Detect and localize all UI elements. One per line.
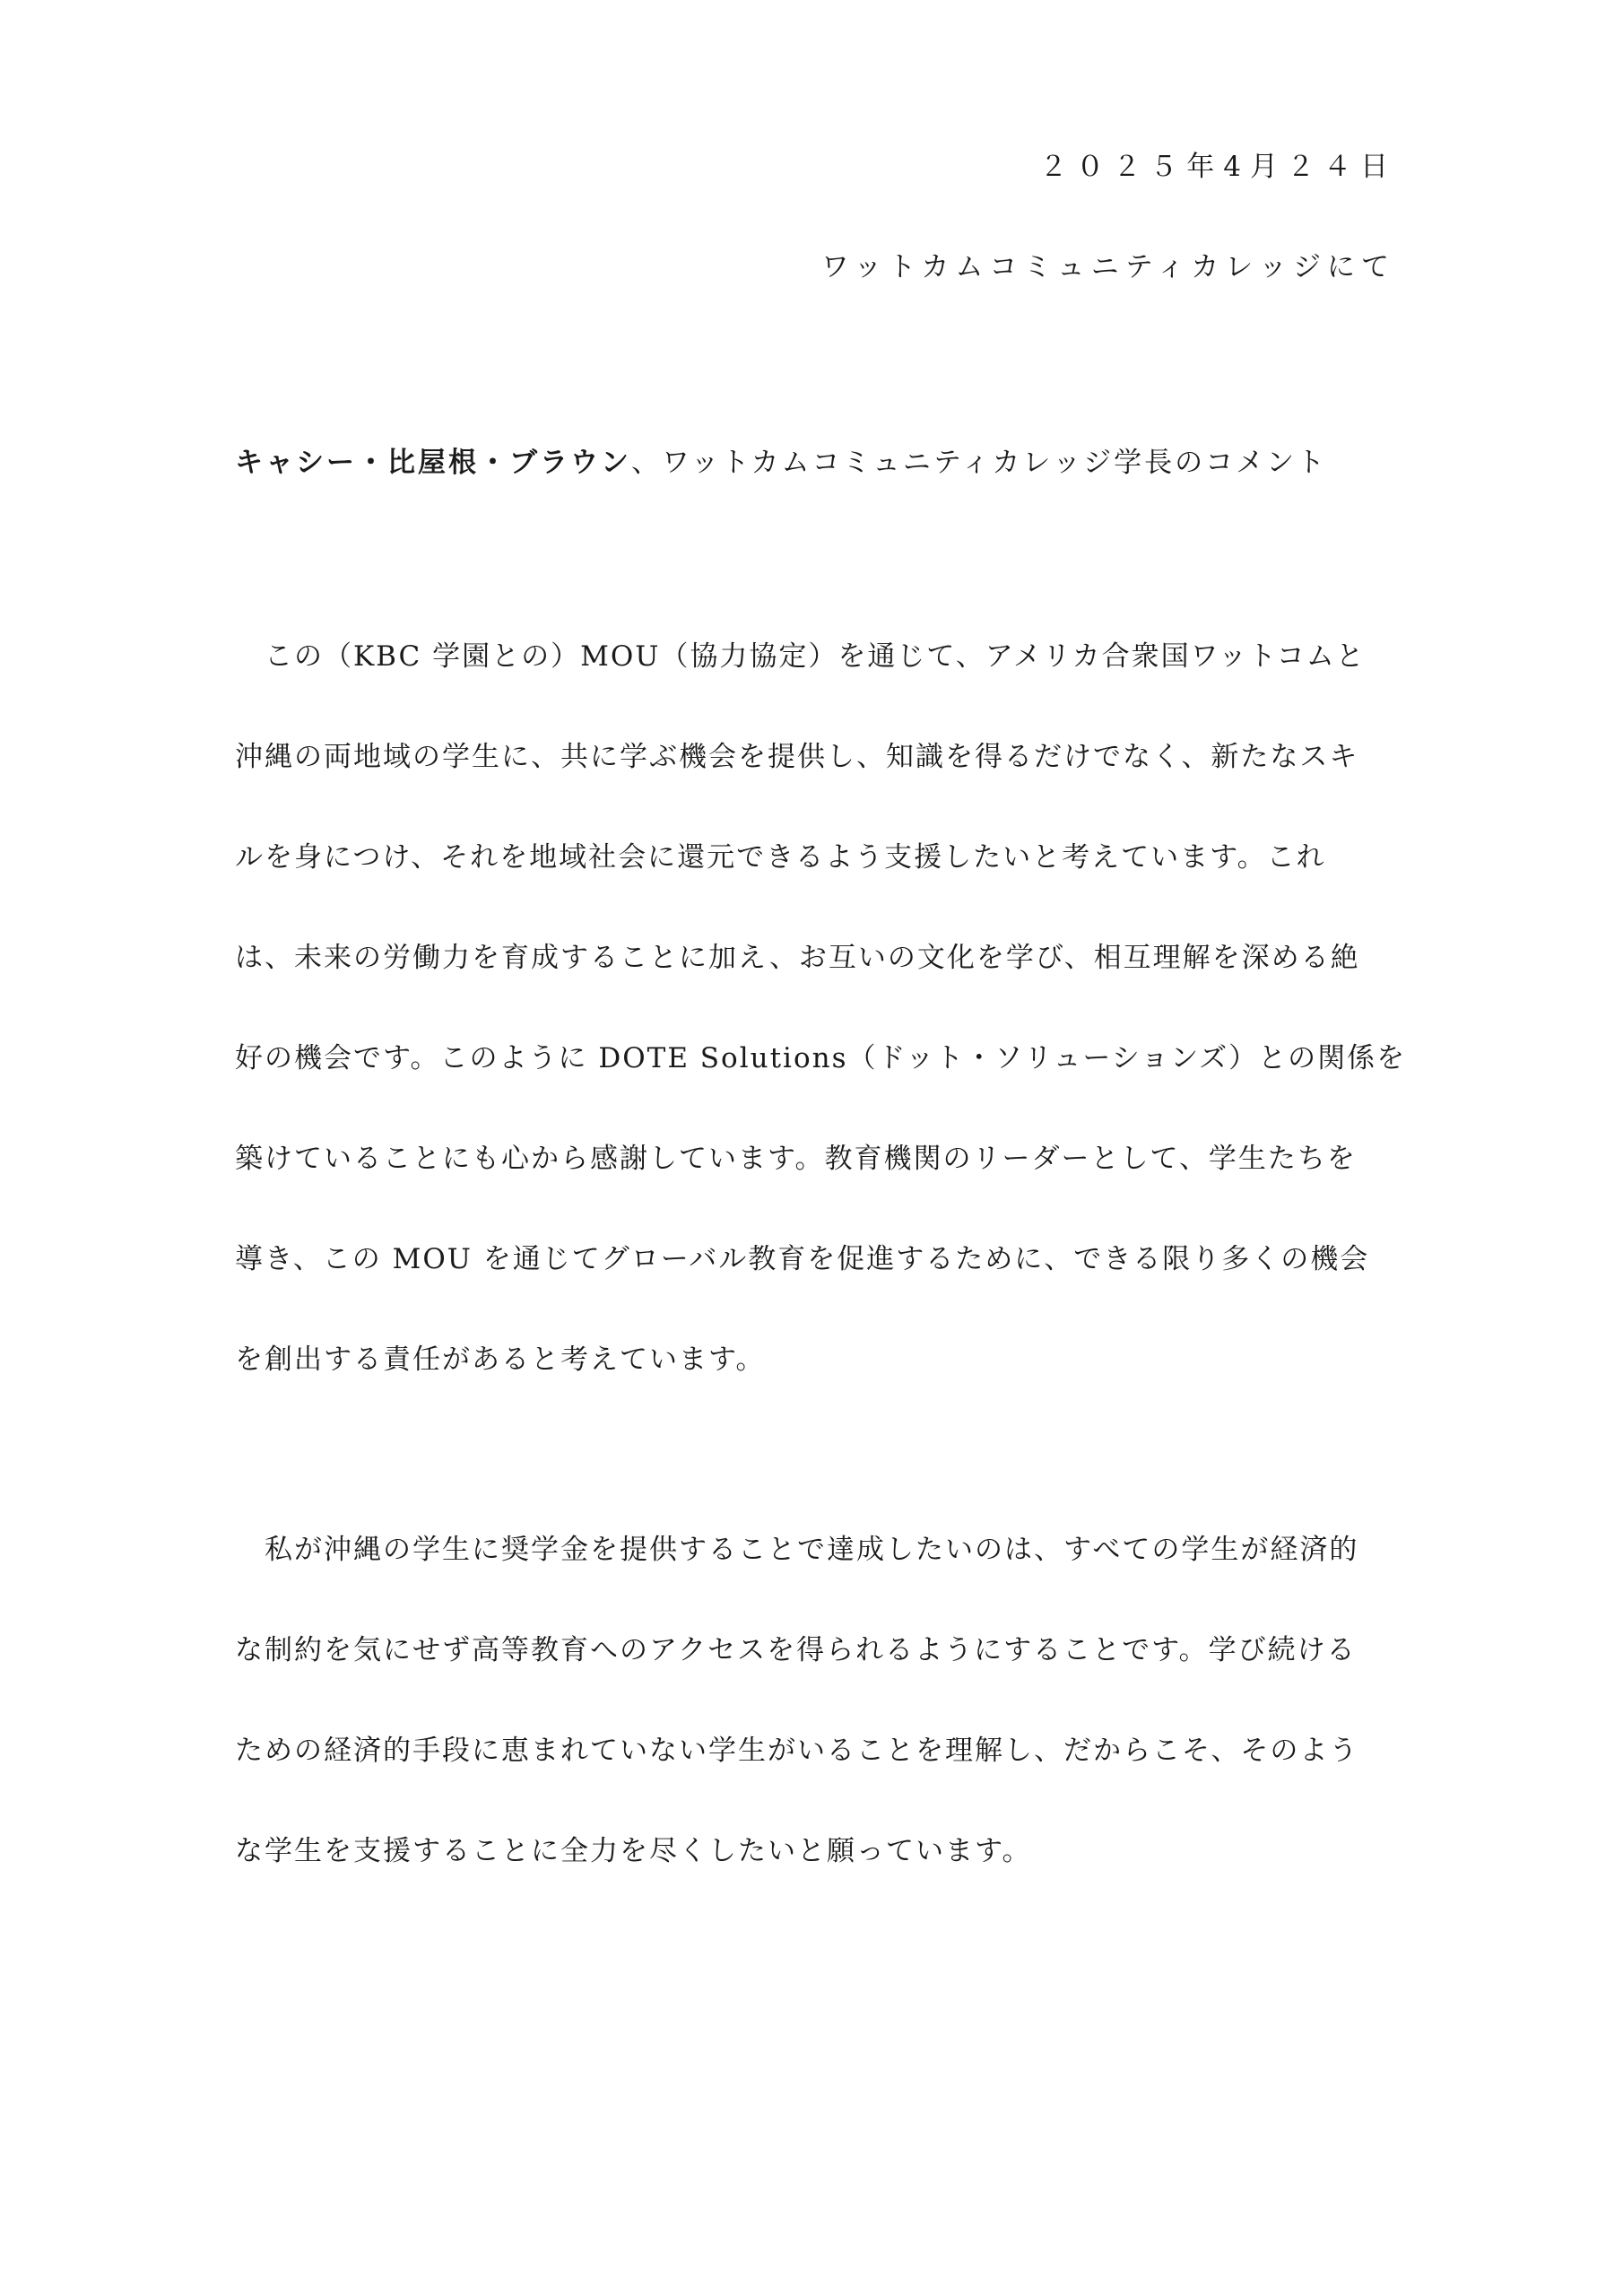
- speaker-title: 、ワットカムコミュニティカレッジ学長のコメント: [631, 447, 1328, 479]
- paragraph-2: [235, 1532, 1401, 1934]
- paragraph-line: ための経済的手段に恵まれていない学生がいることを理解し、だからこそ、そのよう: [235, 1735, 1359, 1767]
- paragraph-line: 沖縄の両地域の学生に、共に学ぶ機会を提供し、知識を得るだけでなく、新たなスキ: [235, 741, 1359, 773]
- speaker-name: キャシー・比屋根・ブラウン: [235, 447, 631, 479]
- paragraph-1: [235, 639, 1407, 1442]
- paragraph-line: な制約を気にせず高等教育へのアクセスを得られるようにすることです。学び続ける: [235, 1634, 1357, 1666]
- paragraph-line: ルを身につけ、それを地域社会に還元できるよう支援したいと考えています。これ: [235, 841, 1326, 874]
- document-date: ２０２５年4月２４日: [1039, 151, 1397, 183]
- paragraph-line: 築けていることにも心から感謝しています。教育機関のリーダーとして、学生たちを: [235, 1143, 1357, 1175]
- document-location: ワットカムコミュニティカレッジにて: [820, 251, 1395, 283]
- paragraph-line: 導き、この MOU を通じてグローバル教育を促進するために、できる限り多くの機会: [235, 1243, 1370, 1275]
- paragraph-line: 好の機会です。このように DOTE Solutions（ドット・ソリューションズ）との関係を: [235, 1042, 1407, 1074]
- paragraph-line: 私が沖縄の学生に奨学金を提供することで達成したいのは、すべての学生が経済的: [235, 1534, 1359, 1566]
- paragraph-line: この（KBC 学園との）MOU（協力協定）を通じて、アメリカ合衆国ワットコムと: [235, 640, 1366, 673]
- paragraph-line: は、未来の労働力を育成することに加え、お互いの文化を学び、相互理解を深める絶: [235, 942, 1360, 974]
- paragraph-line: な学生を支援することに全力を尽くしたいと願っています。: [235, 1835, 1032, 1867]
- paragraph-line: を創出する責任があると考えています。: [235, 1344, 766, 1376]
- comment-heading: [235, 439, 1327, 480]
